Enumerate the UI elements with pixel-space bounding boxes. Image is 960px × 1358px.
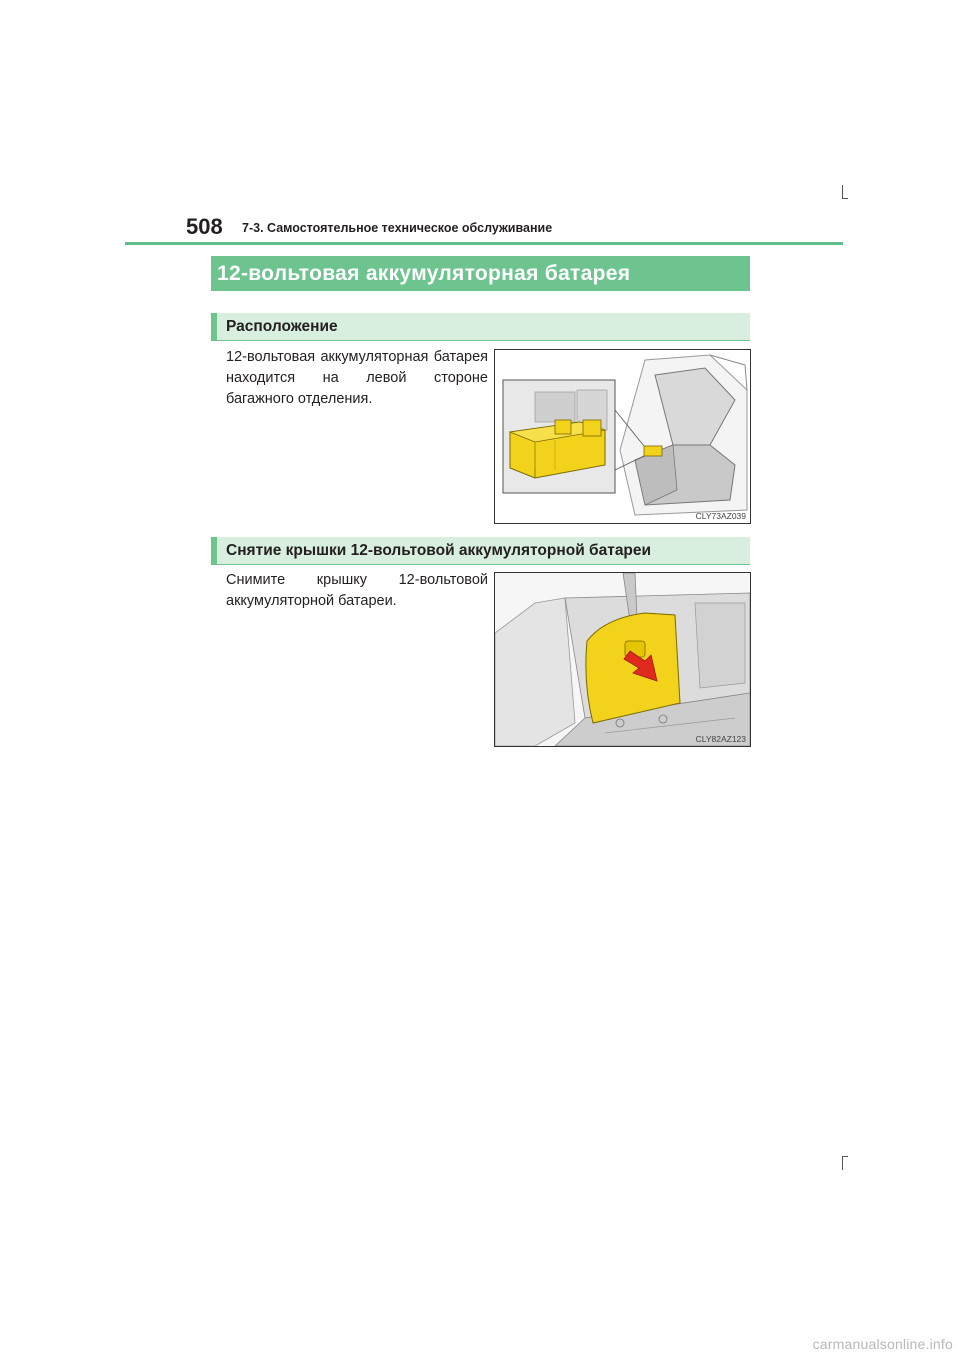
cover-removal-illustration [495,573,750,746]
cover-removal-heading: Снятие крышки 12-вольтовой аккумуляторной батареи [211,537,750,564]
location-heading-rule [211,340,750,341]
crop-mark-top-right-foot [842,198,848,199]
crop-mark-bottom-right-foot [842,1156,848,1157]
cover-removal-figure [494,572,751,747]
watermark: carmanualsonline.info [812,1336,953,1352]
battery-location-figure [494,349,751,524]
section-title: 12-вольтовая аккумуляторная батарея [211,256,750,291]
cover-removal-text: Снимите крышку 12-вольтовой аккумуляторной батареи. [226,572,488,609]
crop-mark-bottom-right [842,1156,843,1170]
cover-removal-figure-code: CLY82AZ123 [695,734,746,744]
battery-location-illustration [495,350,750,523]
page-number: 508 [186,214,223,239]
cover-removal-heading-rule [211,564,750,565]
location-text: 12-вольтовая аккумуляторная батарея находится на левой стороне багажного отделения. [226,349,488,407]
crop-mark-top-right [842,185,843,199]
location-figure-code: CLY73AZ039 [695,511,746,521]
header-rule [125,242,843,245]
running-head: 7-3. Самостоятельное техническое обслуживание [242,221,553,235]
location-heading: Расположение [211,313,750,340]
